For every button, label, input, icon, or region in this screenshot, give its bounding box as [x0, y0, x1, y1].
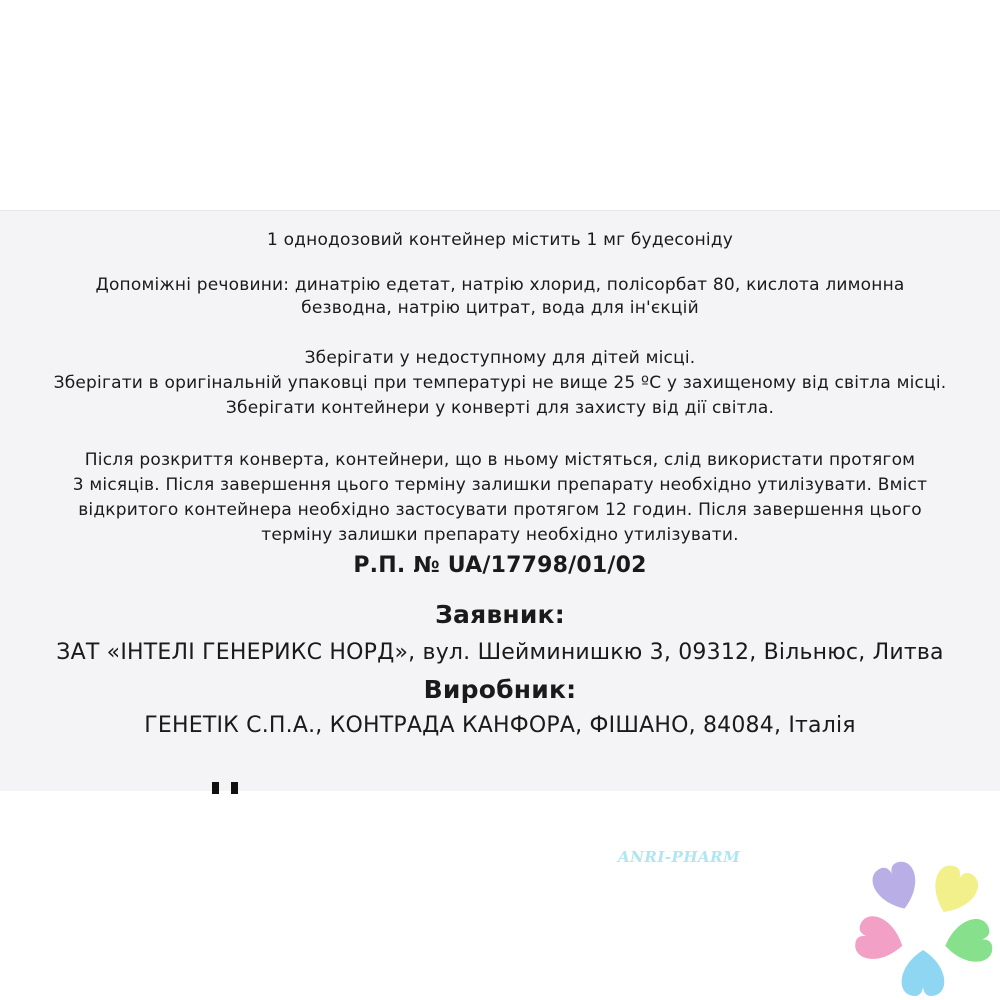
applicant-heading: Заявник: [435, 600, 565, 629]
registration-number: Р.П. № UA/17798/01/02 [353, 553, 647, 578]
storage-line-1: Зберігати у недоступному для дітей місці. [304, 348, 696, 368]
storage-line-2: Зберігати в оригінальній упаковці при температурі не вище 25 ºС у захищеному від світла місці. [53, 373, 947, 393]
clover-logo-icon [855, 858, 995, 998]
petal-blue [902, 950, 945, 996]
petal-purple [869, 858, 925, 916]
manufacturer-text: ГЕНЕТІК С.П.А., КОНТРАДА КАНФОРА, ФІШАНО, 84084, Італія [144, 713, 856, 738]
after-open-line-4: терміну залишки препарату необхідно утилізувати. [261, 525, 739, 545]
content-line: 1 однодозовий контейнер містить 1 мг будесоніду [266, 230, 734, 250]
manufacturer-heading: Виробник: [423, 675, 577, 704]
applicant-text: ЗАТ «ІНТЕЛІ ГЕНЕРИКС НОРД», вул. Шейминишкю 3, 09312, Вільнюс, Литва [56, 640, 944, 665]
after-open-line-2: 3 місяців. Після завершення цього терміну залишки препарату необхідно утилізувати. Вміст [72, 475, 928, 495]
storage-line-3: Зберігати контейнери у конверті для захисту від дії світла. [225, 398, 775, 418]
petal-yellow [924, 861, 982, 921]
excipients-line-2: безводна, натрію цитрат, вода для ін'єкцій [301, 298, 699, 318]
after-open-line-1: Після розкриття конверта, контейнери, що в ньому містяться, слід використати протягом [84, 450, 916, 470]
after-open-line-3: відкритого контейнера необхідно застосувати протягом 12 годин. Після завершення цього [78, 500, 922, 520]
petal-pink [855, 913, 908, 966]
watermark: ANRI-PHARM [618, 848, 741, 866]
cut-off-letter [212, 782, 238, 794]
excipients-line-1: Допоміжні речовини: динатрію едетат, натрію хлорид, полісорбат 80, кислота лимонна [95, 275, 905, 295]
petal-green [942, 917, 995, 967]
